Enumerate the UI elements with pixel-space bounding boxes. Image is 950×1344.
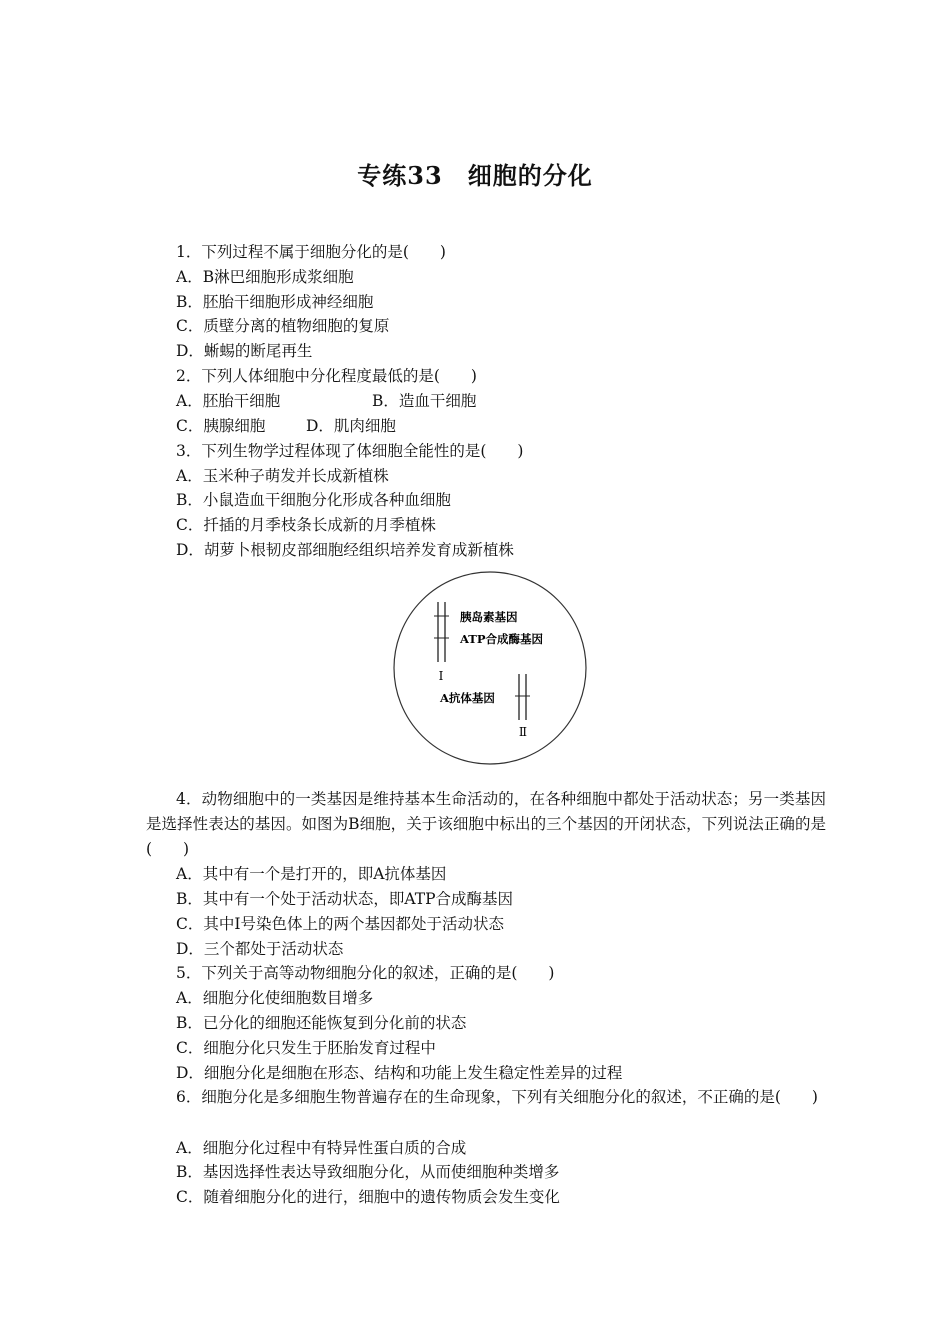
chromosome-i [434,602,449,662]
chromosome-i-label: Ⅰ [438,669,444,683]
question-1-option-d: D．蜥蜴的断尾再生 [176,342,313,360]
insulin-gene-label: 胰岛素基因 [460,610,518,624]
question-1-option-a: A．B淋巴细胞形成浆细胞 [176,268,354,286]
question-4-option-b: B．其中有一个处于活动状态，即ATP合成酶基因 [176,890,514,908]
page-title: 专练33 细胞的分化 [357,161,593,190]
question-6-stem: 6．细胞分化是多细胞生物普遍存在的生命现象，下列有关细胞分化的叙述，不正确的是( ) [176,1088,818,1106]
question-4-option-a: A．其中有一个是打开的，即A抗体基因 [176,865,447,883]
question-5-stem: 5．下列关于高等动物细胞分化的叙述，正确的是( ) [176,964,555,982]
question-3-option-c: C．扦插的月季枝条长成新的月季植株 [176,516,436,534]
question-6-option-a: A．细胞分化过程中有特异性蛋白质的合成 [176,1139,467,1157]
question-2-option-d: D．肌肉细胞 [306,417,396,435]
antibody-gene-label: A抗体基因 [440,691,495,705]
cell-outline [394,572,586,764]
question-3-option-a: A．玉米种子萌发并长成新植株 [176,467,389,485]
question-1-option-c: C．质壁分离的植物细胞的复原 [176,317,390,335]
question-2-option-b: B．造血干细胞 [372,392,477,410]
question-2-option-c: C．胰腺细胞 [176,417,266,435]
question-1-option-b: B．胚胎干细胞形成神经细胞 [176,293,374,311]
question-4-option-d: D．三个都处于活动状态 [176,940,344,958]
question-3-option-b: B．小鼠造血干细胞分化形成各种血细胞 [176,491,451,509]
question-6-option-b: B．基因选择性表达导致细胞分化，从而使细胞种类增多 [176,1163,560,1181]
question-2-stem: 2．下列人体细胞中分化程度最低的是( ) [176,367,477,385]
question-1-stem: 1．下列过程不属于细胞分化的是( ) [176,243,446,261]
question-4-option-c: C．其中Ⅰ号染色体上的两个基因都处于活动状态 [176,915,504,933]
chromosome-ii-label: Ⅱ [518,725,528,739]
question-2-option-a: A．胚胎干细胞 [176,392,281,410]
question-5-option-b: B．已分化的细胞还能恢复到分化前的状态 [176,1014,467,1032]
question-5-option-d: D．细胞分化是细胞在形态、结构和功能上发生稳定性差异的过程 [176,1064,623,1082]
question-3-stem: 3．下列生物学过程体现了体细胞全能性的是( ) [176,442,524,460]
question-3-option-d: D．胡萝卜根韧皮部细胞经组织培养发育成新植株 [176,541,514,559]
question-5-option-a: A．细胞分化使细胞数目增多 [176,989,374,1007]
question-6-option-c: C．随着细胞分化的进行，细胞中的遗传物质会发生变化 [176,1188,560,1206]
question-4-stem: 4．动物细胞中的一类基因是维持基本生命活动的，在各种细胞中都处于活动状态；另一类基因是选择性表达的基因。如图为B细胞，关于该细胞中标出的三个基因的开闭状态，下列说法正确的是( ) [146,790,826,858]
b-cell-diagram [392,570,588,766]
question-5-option-c: C．细胞分化只发生于胚胎发育过程中 [176,1039,436,1057]
atp-synthase-gene-label: ATP合成酶基因 [460,632,543,646]
chromosome-ii [515,674,530,720]
